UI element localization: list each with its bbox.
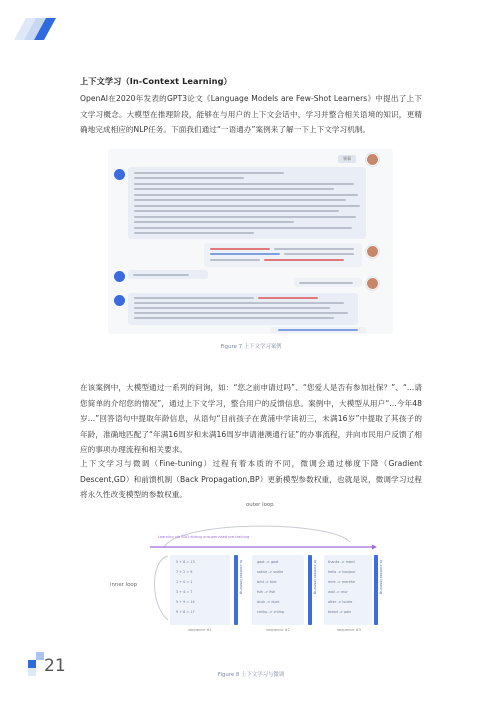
user-avatar-icon — [366, 245, 379, 258]
section-title: 上下文学习（In-Context Learning） — [80, 76, 232, 86]
panel-row: 5 + 9 = 14 — [176, 600, 195, 604]
bot-avatar-icon — [114, 271, 125, 282]
figure-incontext-vs-finetune — [110, 500, 383, 665]
bot-avatar-icon — [114, 295, 125, 306]
sequence-label-2: In-context learning — [313, 560, 317, 594]
figure-8-caption: Figure 8 上下文学习与微调 — [217, 672, 285, 678]
bot-question-bubble — [128, 270, 208, 279]
pretrain-label: Learning via SGD during unsupervised pre-training — [158, 535, 250, 539]
panel-row: brid -> bird — [257, 580, 277, 584]
corner-decoration — [0, 0, 64, 48]
outer-loop-label: outer loop — [246, 502, 274, 508]
bot-answer-bubble — [128, 167, 366, 239]
sequence-bar-3 — [374, 555, 378, 625]
user-tag: 领事 — [338, 155, 356, 163]
panel-row: 5 + 8 = 13 — [176, 560, 195, 564]
panel-row: 3 + 4 = 7 — [176, 590, 193, 594]
user-message-bubble — [204, 243, 362, 267]
user-reply-bubble — [294, 278, 362, 287]
paragraph-case-analysis: 在该案例中，大模型通过一系列的问询，如：“您之前申请过吗”、“您爱人是否有参加社保？”、“...请您简单的介绍您的情况”，通过上下文学习，整合用户的反馈信息。案例中，大模型从用户“...今年48岁...”回答语句中提取年龄信息，从语句“目前孩子在黄浦中学读初三，未满16岁”中提取了其孩子的年龄，准确地匹配了“年满16周岁和未满16周岁申请港澳通行证”的办事流程，并向市民用户反馈了相应的事项办理流程和相关要求。 — [80, 383, 422, 454]
page-number: 21 — [44, 656, 66, 676]
panel-row: sakne -> snake — [257, 570, 284, 574]
panel-row: cmihp -> chimp — [257, 610, 285, 614]
user-avatar-icon — [366, 277, 379, 290]
page-number-decoration — [28, 660, 36, 668]
page-number-decoration — [36, 652, 44, 660]
panel-row: hello -> bonjour — [328, 570, 356, 574]
figure-chat-example — [108, 149, 393, 334]
sequence-panel-3 — [324, 555, 372, 625]
paragraph-finetune-compare: 上下文学习与微调（Fine-tuning）过程有着本质的不同，微调会通过梯度下降（Gradient Descent,GD）和前馈机制（Back Propagation,BP）更新模型参数权重，也就是说，微调学习过程将永久性改变模型的参数权重。 — [80, 459, 422, 499]
panel-row: gaot -> goat — [257, 560, 279, 564]
figure-7-caption: Figure 7 上下文学习案例 — [220, 344, 282, 350]
panel-row: thanks -> merci — [328, 560, 356, 564]
panel-row: wall -> mur — [328, 590, 348, 594]
page-number-decoration — [28, 668, 36, 676]
panel-row: dcuk -> duck — [257, 600, 280, 604]
panel-row: otter -> loutre — [328, 600, 353, 604]
attachment-chip[interactable] — [270, 327, 366, 333]
sequence-bar-1 — [234, 555, 238, 625]
sequence-label-3: In-context learning — [379, 560, 383, 594]
panel-row: 1 + 0 = 1 — [176, 580, 193, 584]
sequence-caption-3: sequence #3 — [337, 628, 361, 632]
paragraph-intro: OpenAI在2020年发表的GPT3论文《Language Models are Few-Shot Learners》中提出了上下文学习概念。大模型在推理阶段，能够在与用户的上下文会话中，学习并整合相关语境的知识，更精确地完成相应的NLP任务。下面我们通过“一语通办”案例来了解一下上下文学习机制。 — [80, 94, 422, 134]
panel-row: 9 + 8 = 17 — [176, 610, 195, 614]
bot-final-bubble — [128, 293, 358, 325]
sequence-caption-2: sequence #2 — [266, 628, 290, 632]
panel-row: 7 + 2 = 9 — [176, 570, 193, 574]
panel-row: bread -> pain — [328, 610, 352, 614]
sequence-bar-2 — [308, 555, 312, 625]
sequence-panel-2 — [252, 555, 304, 625]
bot-avatar-icon — [114, 169, 125, 180]
sequence-label-1: In-context learning — [239, 560, 243, 594]
sequence-caption-1: sequence #1 — [188, 628, 212, 632]
user-avatar-icon — [366, 153, 379, 166]
panel-row: fsih -> fish — [257, 590, 276, 594]
panel-row: mint -> menthe — [328, 580, 356, 584]
sequence-panel-1 — [170, 555, 230, 625]
inner-loop-label: inner loop — [110, 582, 138, 588]
